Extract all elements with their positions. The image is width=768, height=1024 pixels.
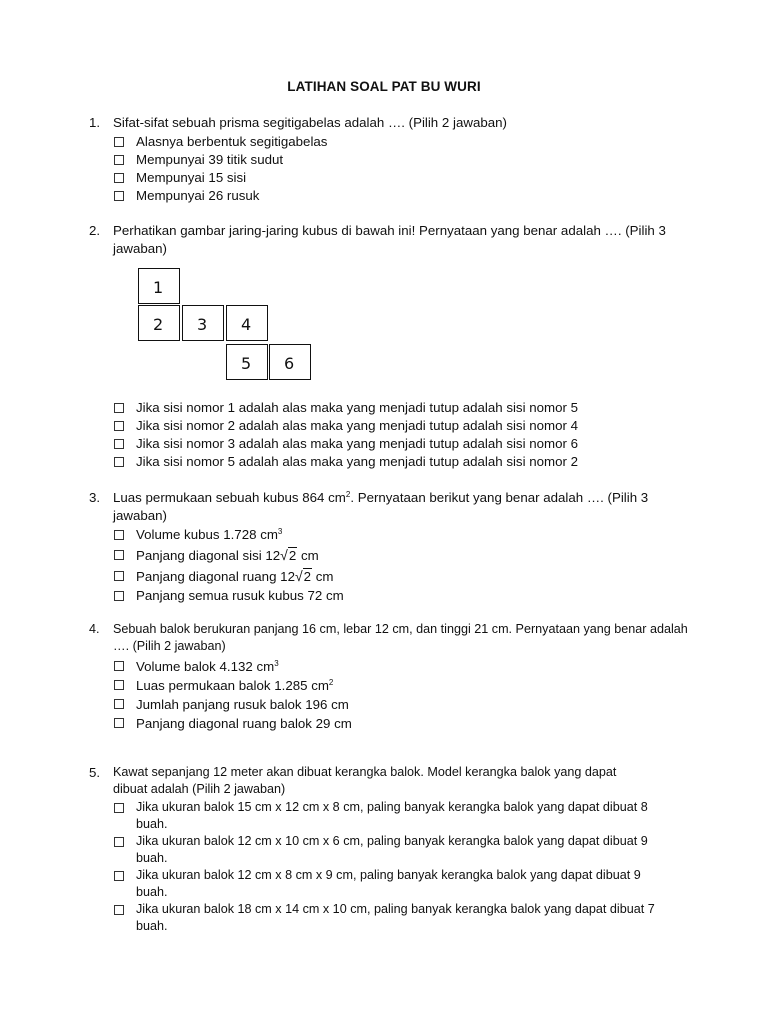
- option-text: Jika ukuran balok 15 cm x 12 cm x 8 cm, paling banyak kerangka balok yang dapat dibuat 8 buah.: [136, 800, 648, 831]
- option-text: Luas permukaan balok 1.285 cm: [136, 678, 329, 693]
- option-item[interactable]: [113, 657, 689, 676]
- option-item[interactable]: [113, 526, 689, 544]
- net-face: [182, 305, 224, 341]
- superscript: 2: [345, 490, 351, 499]
- question-number: 5.: [89, 765, 101, 780]
- checkbox-icon[interactable]: [114, 439, 124, 449]
- checkbox-icon[interactable]: [114, 191, 124, 201]
- option-item[interactable]: [113, 187, 689, 205]
- option-text: Panjang diagonal ruang balok 29 cm: [136, 716, 352, 731]
- option-text: cm: [297, 548, 319, 563]
- net-face-label: 3: [197, 315, 208, 334]
- net-face: [138, 305, 180, 341]
- question-1: [89, 114, 689, 205]
- option-item[interactable]: [113, 587, 689, 605]
- question-5: [89, 764, 679, 935]
- option-item[interactable]: [113, 546, 689, 565]
- checkbox-icon[interactable]: [114, 837, 124, 847]
- question-stem: Kawat sepanjang 12 meter akan dibuat kerangka balok. Model kerangka balok yang dapat dibuat adalah (Pilih 2 jawaban): [113, 765, 617, 796]
- option-text: Panjang diagonal sisi 12: [136, 548, 281, 563]
- radical-sign: √: [294, 568, 303, 584]
- option-item[interactable]: [113, 417, 689, 435]
- checkbox-icon[interactable]: [114, 718, 124, 728]
- option-text: Volume kubus 1.728 cm: [136, 527, 278, 542]
- radicand: 2: [303, 569, 312, 584]
- option-item[interactable]: [113, 676, 689, 695]
- option-item[interactable]: [113, 799, 673, 833]
- option-text: Jika ukuran balok 12 cm x 8 cm x 9 cm, paling banyak kerangka balok yang dapat dibuat 9 buah.: [136, 868, 641, 899]
- question-number: 4.: [89, 622, 100, 636]
- sqrt-expression: [295, 567, 312, 586]
- question-4: [89, 621, 689, 733]
- superscript: 2: [328, 678, 334, 687]
- option-text: Jumlah panjang rusuk balok 196 cm: [136, 697, 349, 712]
- net-face-label: 2: [153, 315, 164, 334]
- net-face: [269, 344, 311, 380]
- net-face: [226, 305, 268, 341]
- option-text: Jika sisi nomor 2 adalah alas maka yang menjadi tutup adalah sisi nomor 4: [136, 418, 578, 433]
- option-text: Mempunyai 39 titik sudut: [136, 152, 284, 167]
- stem-text: Luas permukaan sebuah kubus 864 cm: [113, 490, 346, 505]
- question-3: [89, 489, 689, 605]
- option-item[interactable]: [113, 901, 666, 935]
- question-2: [89, 222, 689, 258]
- checkbox-icon[interactable]: [114, 571, 124, 581]
- option-text: Panjang semua rusuk kubus 72 cm: [136, 588, 344, 603]
- option-item[interactable]: [113, 169, 689, 187]
- question-stem: Sifat-sifat sebuah prisma segitigabelas adalah …. (Pilih 2 jawaban): [113, 115, 507, 130]
- checkbox-icon[interactable]: [114, 421, 124, 431]
- checkbox-icon[interactable]: [114, 550, 124, 560]
- question-stem: Perhatikan gambar jaring-jaring kubus di bawah ini! Pernyataan yang benar adalah …. (Pilih 3 jawaban): [113, 223, 666, 256]
- radicand: 2: [288, 548, 297, 563]
- option-text: Jika ukuran balok 12 cm x 10 cm x 6 cm, paling banyak kerangka balok yang dapat dibuat 9 buah.: [136, 834, 648, 865]
- option-item[interactable]: [113, 133, 689, 151]
- option-item[interactable]: [113, 399, 689, 417]
- option-item[interactable]: [113, 833, 673, 867]
- question-number: 1.: [89, 115, 101, 130]
- checkbox-icon[interactable]: [114, 905, 124, 915]
- radical-sign: √: [280, 547, 288, 563]
- checkbox-icon[interactable]: [114, 803, 124, 813]
- option-item[interactable]: [113, 151, 689, 169]
- checkbox-icon[interactable]: [114, 699, 124, 709]
- option-item[interactable]: [113, 567, 689, 586]
- option-item[interactable]: [113, 867, 673, 901]
- option-item[interactable]: [113, 714, 689, 733]
- option-text: Mempunyai 26 rusuk: [136, 188, 260, 203]
- question-2-options: [89, 399, 689, 471]
- sqrt-expression: [280, 546, 297, 565]
- net-face-label: 5: [241, 354, 252, 373]
- cube-net-figure: [138, 268, 314, 386]
- checkbox-icon[interactable]: [114, 680, 124, 690]
- superscript: 3: [277, 527, 283, 536]
- checkbox-icon[interactable]: [114, 155, 124, 165]
- checkbox-icon[interactable]: [114, 871, 124, 881]
- question-stem: [113, 489, 689, 525]
- superscript: 3: [274, 659, 279, 668]
- option-text: Volume balok 4.132 cm: [136, 659, 275, 674]
- checkbox-icon[interactable]: [114, 137, 124, 147]
- page-title: LATIHAN SOAL PAT BU WURI: [287, 79, 481, 94]
- net-face-label: 1: [153, 278, 164, 297]
- net-face: [138, 268, 180, 304]
- checkbox-icon[interactable]: [114, 661, 124, 671]
- option-item[interactable]: [113, 695, 689, 714]
- question-stem: Sebuah balok berukuran panjang 16 cm, lebar 12 cm, dan tinggi 21 cm. Pernyataan yang benar adalah …. (Pilih 2 jawaban): [113, 622, 688, 653]
- option-item[interactable]: [113, 453, 689, 471]
- option-text: Mempunyai 15 sisi: [136, 170, 247, 185]
- checkbox-icon[interactable]: [114, 591, 124, 601]
- option-text: Alasnya berbentuk segitigabelas: [136, 134, 328, 149]
- option-text: cm: [312, 569, 334, 584]
- option-text: Jika sisi nomor 3 adalah alas maka yang menjadi tutup adalah sisi nomor 6: [136, 436, 578, 451]
- option-text: Jika ukuran balok 18 cm x 14 cm x 10 cm, paling banyak kerangka balok yang dapat dibuat 7 buah.: [136, 902, 655, 933]
- question-number: 3.: [89, 490, 101, 505]
- checkbox-icon[interactable]: [114, 457, 124, 467]
- option-text: Jika sisi nomor 1 adalah alas maka yang menjadi tutup adalah sisi nomor 5: [136, 400, 578, 415]
- option-item[interactable]: [113, 435, 689, 453]
- option-text: Jika sisi nomor 5 adalah alas maka yang menjadi tutup adalah sisi nomor 2: [136, 454, 578, 469]
- checkbox-icon[interactable]: [114, 530, 124, 540]
- option-text: Panjang diagonal ruang 12: [136, 569, 295, 584]
- question-number: 2.: [89, 223, 101, 238]
- net-face-label: 4: [241, 315, 252, 334]
- net-face: [226, 344, 268, 380]
- checkbox-icon[interactable]: [114, 403, 124, 413]
- stem-text: . Pernyataan berikut yang benar adalah …. (Pilih 3 jawaban): [113, 490, 649, 523]
- net-face-label: 6: [284, 354, 295, 373]
- checkbox-icon[interactable]: [114, 173, 124, 183]
